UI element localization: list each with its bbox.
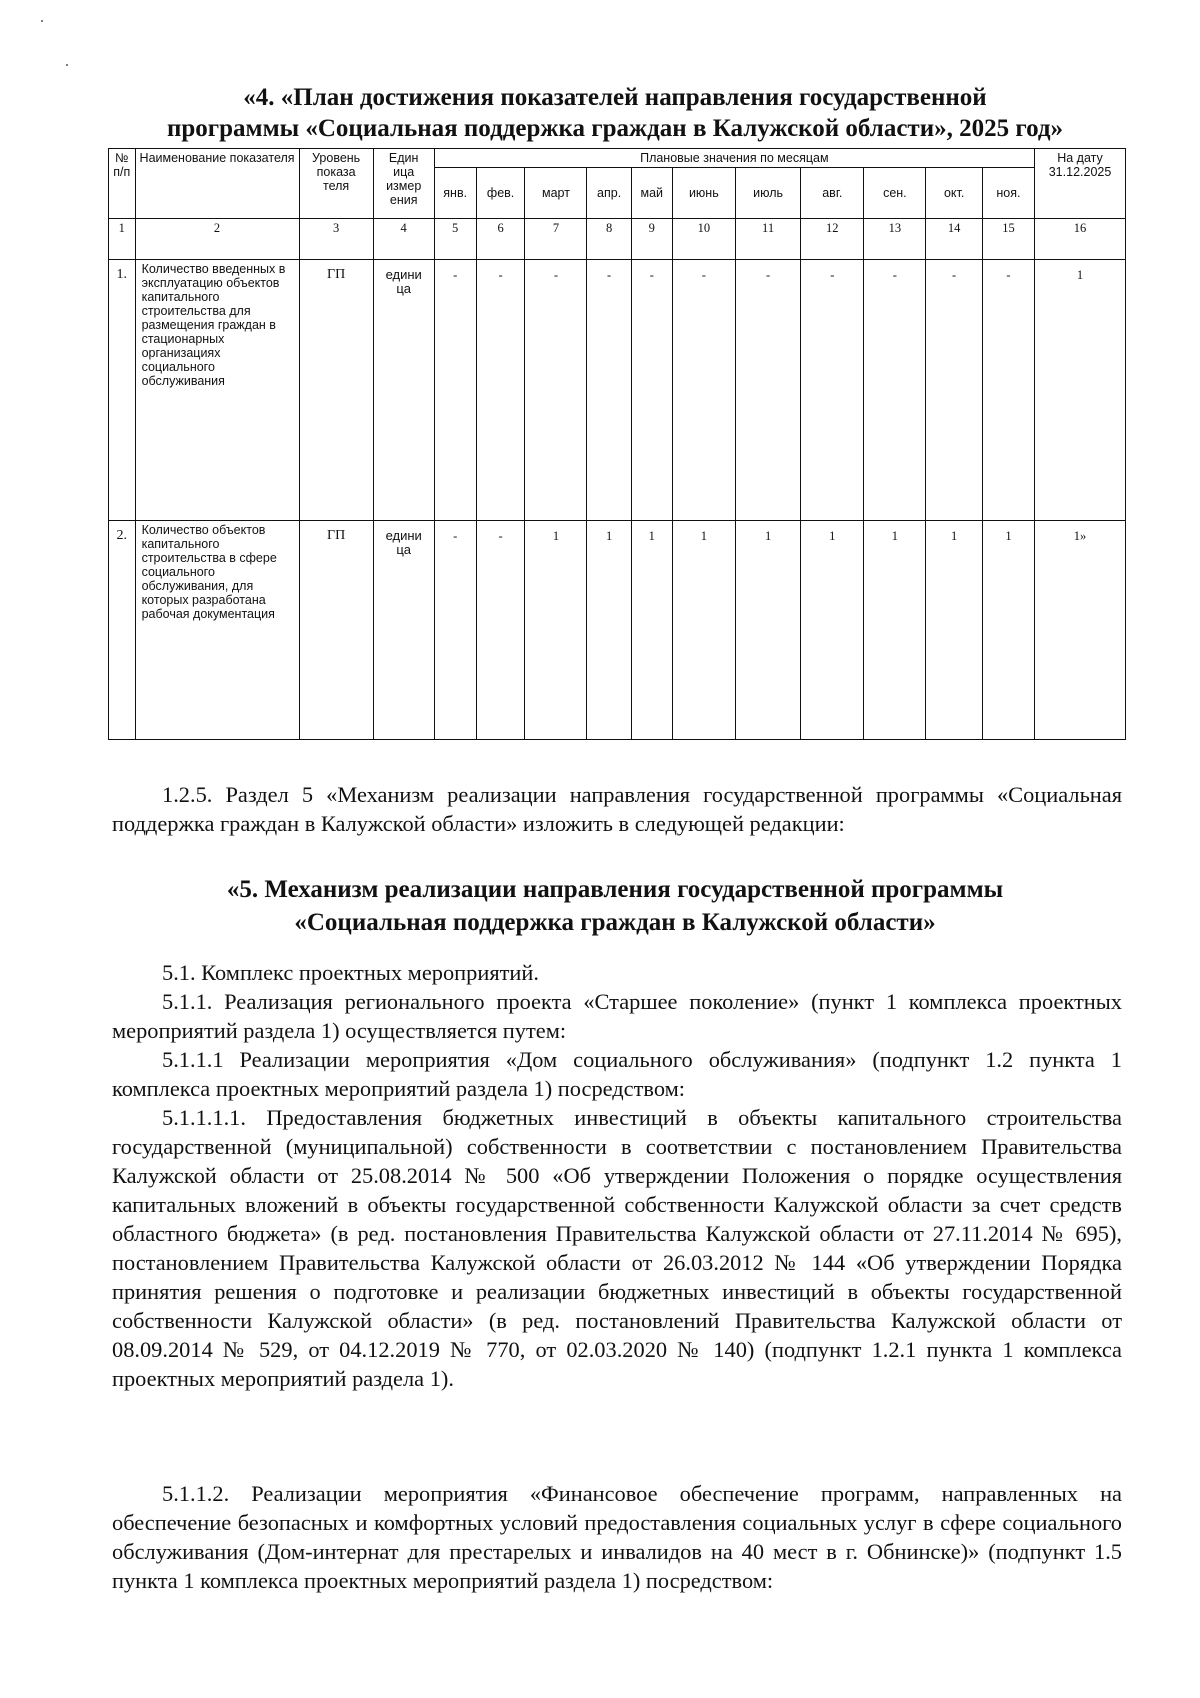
row-num: 1. xyxy=(109,260,136,521)
header-month: март xyxy=(525,168,587,219)
header-month: окт. xyxy=(926,168,982,219)
column-number: 1 xyxy=(109,219,136,260)
header-month: ноя. xyxy=(982,168,1034,219)
row-level: ГП xyxy=(299,260,373,521)
header-level: Уровень показа теля xyxy=(299,149,373,219)
paragraph-5-1-1-1-1: 5.1.1.1.1. Предоставления бюджетных инвестиций в объекты капитального строительства государственной (муниципальной) собственности в соответствии с постановлением Правительства Калужской области от 25.08.2014 № 500 «Об утверждении Положения о порядке осуществления капитальных вложений в объекты государственной собственности Калужской области за счет средств областного бюджета» (в ред. постановления Правительства Калужской области от 27.11.2014 № 695), постановлением Правительства Калужской области от 26.03.2012 № 144 «Об утверждении Порядка принятия решения о подготовке и реализации бюджетных инвестиций в объекты государственной собственности Калужской области» (в ред. постановлений Правительства Калужской области от 08.09.2014 № 529, от 04.12.2019 № 770, от 02.03.2020 № 140) (подпункт 1.2.1 пункта 1 комплекса проектных мероприятий раздела 1). xyxy=(112,1105,1122,1391)
table-title xyxy=(90,82,1140,144)
header-month: май xyxy=(631,168,672,219)
column-number: 15 xyxy=(982,219,1034,260)
column-number-row xyxy=(109,219,1126,260)
column-number: 9 xyxy=(631,219,672,260)
section-title xyxy=(90,873,1140,939)
row-month-value: 1 xyxy=(672,521,735,740)
row-date-value: 1» xyxy=(1035,521,1126,740)
row-month-value: - xyxy=(434,521,476,740)
paragraph-5-1-1-1: 5.1.1.1 Реализации мероприятия «Дом социального обслуживания» (подпункт 1.2 пункта 1 комплекса проектных мероприятий раздела 1) посредством: xyxy=(112,1047,1122,1101)
row-month-value: - xyxy=(926,260,982,521)
column-number: 10 xyxy=(672,219,735,260)
row-month-value: 1 xyxy=(735,521,800,740)
row-month-value: - xyxy=(476,260,525,521)
row-month-value: - xyxy=(801,260,864,521)
header-num: № п/п xyxy=(109,149,136,219)
row-num: 2. xyxy=(109,521,136,740)
row-unit: едини ца xyxy=(373,521,434,740)
column-number: 2 xyxy=(135,219,299,260)
plan-table xyxy=(108,148,1126,740)
header-date: На дату 31.12.2025 xyxy=(1035,149,1126,219)
column-number: 14 xyxy=(926,219,982,260)
row-date-value: 1 xyxy=(1035,260,1126,521)
column-number: 6 xyxy=(476,219,525,260)
table-row xyxy=(109,521,1126,740)
header-month: сен. xyxy=(864,168,926,219)
row-month-value: 1 xyxy=(587,521,631,740)
header-month: апр. xyxy=(587,168,631,219)
paragraph-5-1: 5.1. Комплекс проектных мероприятий. xyxy=(162,960,539,985)
row-month-value: - xyxy=(476,521,525,740)
table-header-row xyxy=(109,149,1126,168)
column-number: 7 xyxy=(525,219,587,260)
header-unit: Един ица измер ения xyxy=(373,149,434,219)
header-month: июнь xyxy=(672,168,735,219)
row-month-value: - xyxy=(735,260,800,521)
table-row xyxy=(109,260,1126,521)
column-number: 12 xyxy=(801,219,864,260)
scan-speck xyxy=(66,64,68,66)
section-title-line2: «Социальная поддержка граждан в Калужской области» xyxy=(294,909,936,936)
header-name: Наименование показателя xyxy=(135,149,299,219)
row-unit: едини ца xyxy=(373,260,434,521)
header-month: июль xyxy=(735,168,800,219)
column-number: 8 xyxy=(587,219,631,260)
row-month-value: - xyxy=(631,260,672,521)
column-number: 4 xyxy=(373,219,434,260)
header-planned: Плановые значения по месяцам xyxy=(434,149,1034,168)
row-month-value: - xyxy=(672,260,735,521)
row-level: ГП xyxy=(299,521,373,740)
row-month-value: - xyxy=(525,260,587,521)
row-month-value: 1 xyxy=(801,521,864,740)
paragraph-5-1-1: 5.1.1. Реализация регионального проекта «Старшее поколение» (пункт 1 комплекса проектных мероприятий раздела 1) осуществляется путем: xyxy=(112,989,1122,1043)
header-month: фев. xyxy=(476,168,525,219)
table-title-line1: «4. «План достижения показателей направления государственной xyxy=(243,84,987,111)
column-number: 11 xyxy=(735,219,800,260)
header-month: авг. xyxy=(801,168,864,219)
column-number: 5 xyxy=(434,219,476,260)
row-month-value: - xyxy=(982,260,1034,521)
table-title-line2: программы «Социальная поддержка граждан в Калужской области», 2025 год» xyxy=(166,115,1064,142)
section-title-line1: «5. Механизм реализации направления государственной программы xyxy=(226,876,1004,903)
row-month-value: 1 xyxy=(864,521,926,740)
row-month-value: - xyxy=(587,260,631,521)
row-month-value: - xyxy=(864,260,926,521)
column-number: 13 xyxy=(864,219,926,260)
paragraph-1-2-5: 1.2.5. Раздел 5 «Механизм реализации направления государственной программы «Социальная поддержка граждан в Калужской области» изложить в следующей редакции: xyxy=(112,782,1122,836)
column-number: 16 xyxy=(1035,219,1126,260)
row-month-value: 1 xyxy=(631,521,672,740)
row-month-value: - xyxy=(434,260,476,521)
header-month: янв. xyxy=(434,168,476,219)
row-name: Количество объектов капитального строительства в сфере социального обслуживания, для которых разработана рабочая документация xyxy=(135,521,299,740)
scan-speck xyxy=(41,20,43,22)
column-number: 3 xyxy=(299,219,373,260)
row-month-value: 1 xyxy=(525,521,587,740)
row-month-value: 1 xyxy=(926,521,982,740)
row-name: Количество введенных в эксплуатацию объектов капитального строительства для размещения граждан в стационарных организациях социального обслуживания xyxy=(135,260,299,521)
row-month-value: 1 xyxy=(982,521,1034,740)
paragraph-5-1-1-2: 5.1.1.2. Реализации мероприятия «Финансовое обеспечение программ, направленных на обеспечение безопасных и комфортных условий предоставления социальных услуг в сфере социального обслуживания (Дом-интернат для престарелых и инвалидов на 40 мест в г. Обнинске)» (подпункт 1.5 пункта 1 комплекса проектных мероприятий раздела 1) посредством: xyxy=(112,1481,1122,1593)
